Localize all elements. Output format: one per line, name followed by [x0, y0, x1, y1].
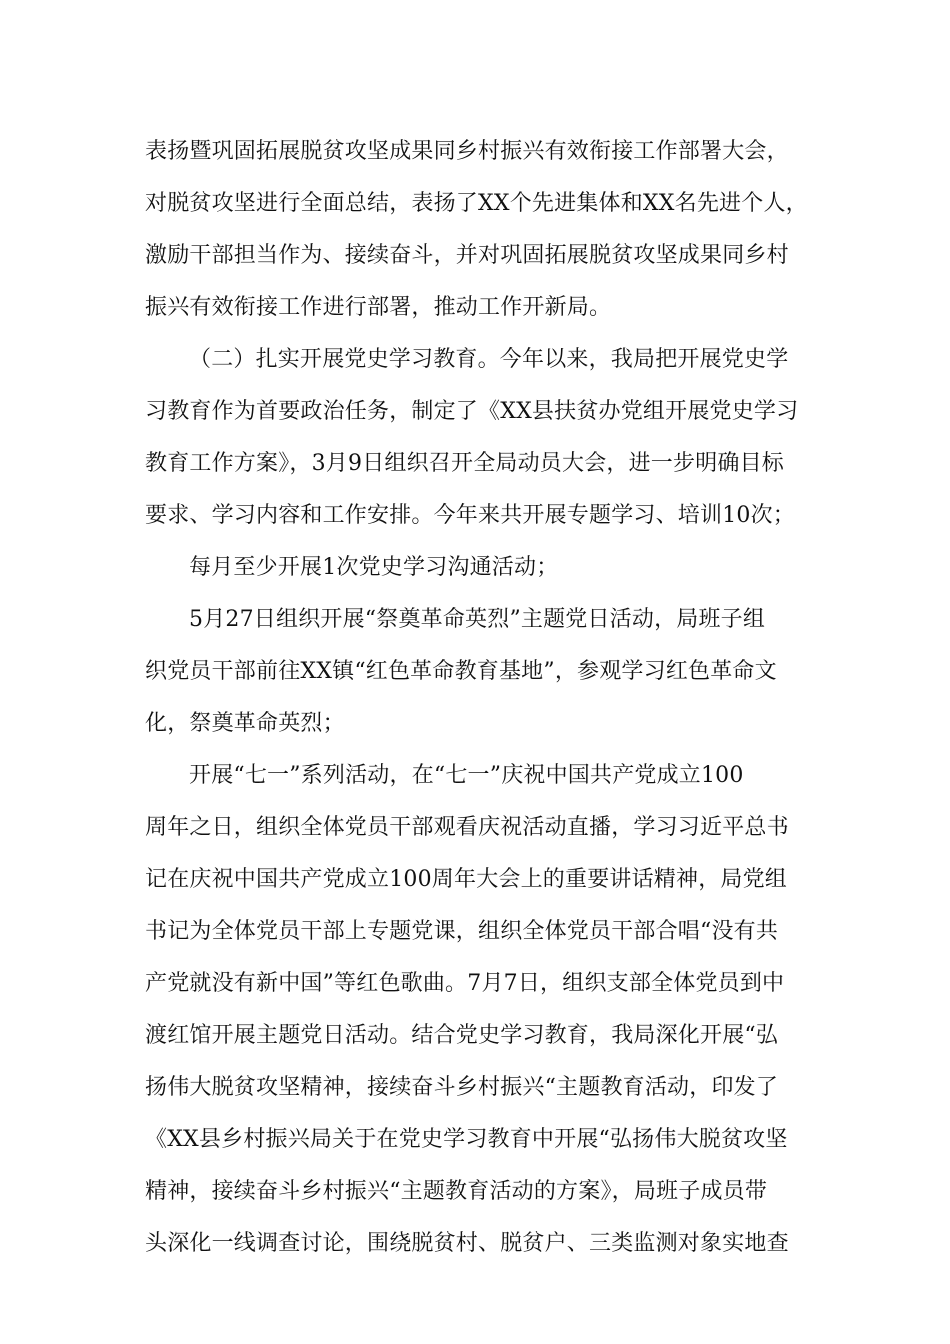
text-line: 习教育作为首要政治任务，制定了《XX县扶贫办党组开展党史学习: [145, 399, 799, 424]
text-line: 织党员干部前往XX镇“红色革命教育基地”，参观学习红色革命文: [145, 659, 777, 684]
text-line: 书记为全体党员干部上专题党课，组织全体党员干部合唱“没有共: [145, 919, 779, 944]
text-line: 周年之日，组织全体党员干部观看庆祝活动直播，学习习近平总书: [145, 815, 789, 840]
text-line: 精神，接续奋斗乡村振兴“主题教育活动的方案》，局班子成员带: [145, 1179, 768, 1204]
text-line: 扬伟大脱贫攻坚精神，接续奋斗乡村振兴“主题教育活动，印发了: [145, 1075, 779, 1100]
text-line: 教育工作方案》，3月9日组织召开全局动员大会，进一步明确目标: [145, 451, 784, 476]
text-line: 产党就没有新中国”等红色歌曲。7月7日，组织支部全体党员到中: [145, 971, 785, 996]
document-body: [145, 126, 817, 1270]
text-line: 《XX县乡村振兴局关于在党史学习教育中开展“弘扬伟大脱贫攻坚: [145, 1127, 788, 1152]
text-line: 记在庆祝中国共产党成立100周年大会上的重要讲话精神，局党组: [145, 867, 787, 892]
text-line: 激励干部担当作为、接续奋斗，并对巩固拓展脱贫攻坚成果同乡村: [145, 243, 789, 268]
text-line: 振兴有效衔接工作进行部署，推动工作开新局。: [145, 295, 612, 320]
paragraph-start-line: 5月27日组织开展“祭奠革命英烈”主题党日活动，局班子组: [189, 607, 766, 632]
text-line: 渡红馆开展主题党日活动。结合党史学习教育，我局深化开展“弘: [145, 1023, 779, 1048]
text-line: 表扬暨巩固拓展脱贫攻坚成果同乡村振兴有效衔接工作部署大会，: [145, 139, 789, 164]
text-line: 化，祭奠革命英烈；: [145, 711, 345, 736]
paragraph-heading-line: （二）扎实开展党史学习教育。今年以来，我局把开展党史学: [189, 347, 789, 372]
text-line: 对脱贫攻坚进行全面总结，表扬了XX个先进集体和XX名先进个人，: [145, 191, 808, 216]
text-line: 要求、学习内容和工作安排。今年来共开展专题学习、培训10次；: [145, 503, 795, 528]
text-line: 头深化一线调查讨论，围绕脱贫村、脱贫户、三类监测对象实地查: [145, 1231, 789, 1256]
paragraph-start-line: 每月至少开展1次党史学习沟通活动；: [189, 555, 559, 580]
paragraph-start-line: 开展“七一”系列活动，在“七一”庆祝中国共产党成立100: [189, 763, 744, 788]
